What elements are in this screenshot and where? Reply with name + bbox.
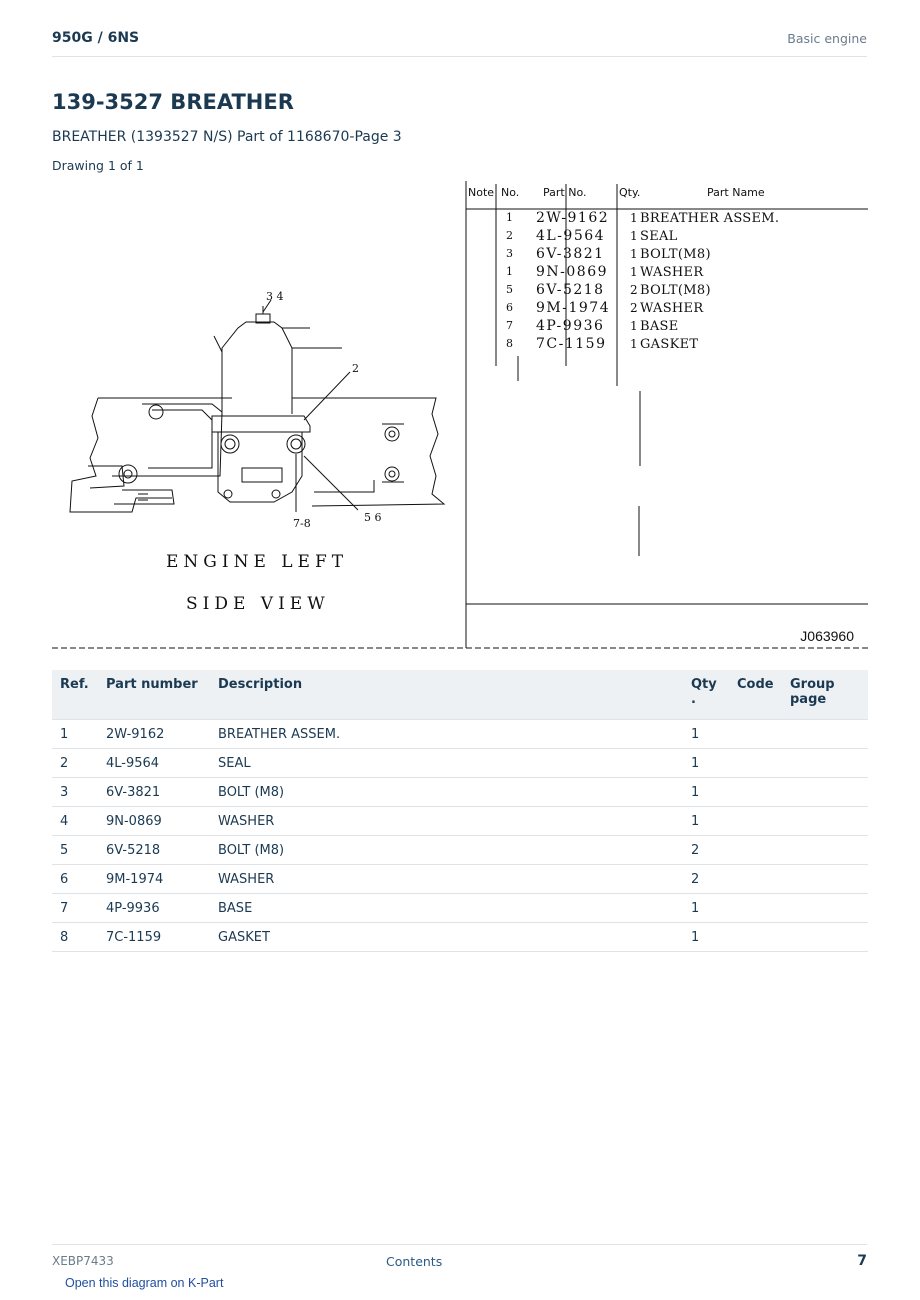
drawing-row-qty: 1: [630, 265, 638, 279]
table-row: [52, 836, 868, 865]
drawing-row: [500, 264, 870, 282]
diagram-callouts: [52, 176, 472, 556]
callout-3-4: 3 4: [266, 290, 284, 303]
drawing-row-name: SEAL: [640, 229, 678, 244]
drawing-header-qty: Qty.: [619, 186, 641, 199]
drawing-header-no: No.: [501, 186, 520, 199]
drawing-row: [500, 282, 870, 300]
cell-description: BOLT (M8): [210, 778, 683, 807]
cell-qty: 2: [683, 836, 729, 865]
drawing-row-part-no: 6V-3821: [536, 246, 605, 262]
drawing-row: [500, 318, 870, 336]
cell-part-number: 9N-0869: [98, 807, 210, 836]
view-label-line2: SIDE VIEW: [186, 594, 330, 614]
drawing-count: Drawing 1 of 1: [52, 158, 144, 173]
drawing-row-qty: 1: [630, 247, 638, 261]
parts-table-header: [52, 670, 868, 720]
contents-link[interactable]: Contents: [386, 1254, 443, 1269]
drawing-row-no: 1: [506, 211, 513, 224]
cell-qty: 2: [683, 865, 729, 894]
page-header: [52, 28, 867, 57]
drawing-row: [500, 210, 870, 228]
page-footer: [52, 1244, 867, 1275]
cell-part-number: 9M-1974: [98, 865, 210, 894]
cell-code: [729, 778, 782, 807]
drawing-row: [500, 246, 870, 264]
cell-group-page: [782, 836, 868, 865]
drawing-header-part-name: Part Name: [707, 186, 765, 199]
cell-ref: 4: [52, 807, 98, 836]
cell-part-number: 7C-1159: [98, 923, 210, 952]
cell-qty: 1: [683, 720, 729, 749]
drawing-row: [500, 300, 870, 318]
drawing-row-name: BOLT(M8): [640, 283, 711, 298]
table-row: [52, 807, 868, 836]
cell-part-number: 6V-5218: [98, 836, 210, 865]
header-part-number: Part number: [98, 670, 210, 720]
cell-code: [729, 720, 782, 749]
drawing-row-no: 8: [506, 337, 513, 350]
cell-group-page: [782, 894, 868, 923]
table-row: [52, 749, 868, 778]
cell-ref: 3: [52, 778, 98, 807]
cell-qty: 1: [683, 923, 729, 952]
cell-description: BOLT (M8): [210, 836, 683, 865]
drawing-row-part-no: 2W-9162: [536, 210, 610, 226]
page-number: 7: [857, 1253, 867, 1269]
cell-qty: 1: [683, 807, 729, 836]
table-row: [52, 778, 868, 807]
cell-ref: 8: [52, 923, 98, 952]
drawing-row-name: BASE: [640, 319, 679, 334]
cell-description: BREATHER ASSEM.: [210, 720, 683, 749]
cell-code: [729, 894, 782, 923]
cell-qty: 1: [683, 778, 729, 807]
cell-ref: 2: [52, 749, 98, 778]
cell-qty: 1: [683, 894, 729, 923]
drawing-row-part-no: 4P-9936: [536, 318, 605, 334]
section-name: Basic engine: [787, 31, 867, 46]
cell-code: [729, 923, 782, 952]
callout-7-8: 7-8: [293, 517, 311, 530]
header-group-page: Group page: [782, 670, 868, 720]
callout-5-6: 5 6: [364, 511, 382, 524]
cell-qty: 1: [683, 749, 729, 778]
drawing-row-qty: 2: [630, 283, 638, 297]
drawing-row-part-no: 6V-5218: [536, 282, 605, 298]
cell-code: [729, 836, 782, 865]
cell-group-page: [782, 865, 868, 894]
drawing-row-part-no: 4L-9564: [536, 228, 606, 244]
cell-group-page: [782, 720, 868, 749]
cell-part-number: 6V-3821: [98, 778, 210, 807]
drawing-row-qty: 2: [630, 301, 638, 315]
callout-2: 2: [352, 362, 359, 375]
cell-description: WASHER: [210, 865, 683, 894]
drawing-row-qty: 1: [630, 211, 638, 225]
drawing-header-part-no: Part No.: [543, 186, 587, 199]
cell-ref: 5: [52, 836, 98, 865]
document-id: XEBP7433: [52, 1254, 114, 1268]
drawing-row-no: 5: [506, 283, 513, 296]
cell-description: SEAL: [210, 749, 683, 778]
cell-code: [729, 865, 782, 894]
drawing-row-qty: 1: [630, 319, 638, 333]
table-row: [52, 923, 868, 952]
table-row: [52, 894, 868, 923]
drawing-row-name: WASHER: [640, 265, 704, 280]
open-k-part-link[interactable]: Open this diagram on K-Part: [65, 1276, 224, 1290]
parts-table: [52, 670, 868, 952]
drawing-row-qty: 1: [630, 337, 638, 351]
header-description: Description: [210, 670, 683, 720]
header-qty: Qty .: [683, 670, 729, 720]
table-row: [52, 865, 868, 894]
cell-description: WASHER: [210, 807, 683, 836]
cell-description: GASKET: [210, 923, 683, 952]
page-title: 139-3527 BREATHER: [52, 90, 294, 114]
header-ref: Ref.: [52, 670, 98, 720]
drawing-row-no: 1: [506, 265, 513, 278]
drawing-row-name: BOLT(M8): [640, 247, 711, 262]
machine-model: 950G / 6NS: [52, 30, 140, 46]
drawing-row-no: 3: [506, 247, 513, 260]
drawing-row-part-no: 7C-1159: [536, 336, 607, 352]
view-label-line1: ENGINE LEFT: [166, 552, 349, 572]
cell-ref: 1: [52, 720, 98, 749]
cell-group-page: [782, 807, 868, 836]
cell-part-number: 4P-9936: [98, 894, 210, 923]
drawing-row-name: BREATHER ASSEM.: [640, 211, 780, 226]
drawing-header-note: Note: [468, 186, 495, 199]
cell-group-page: [782, 778, 868, 807]
table-row: [52, 720, 868, 749]
cell-description: BASE: [210, 894, 683, 923]
page-subtitle: BREATHER (1393527 N/S) Part of 1168670-Page 3: [52, 129, 402, 145]
drawing-row: [500, 336, 870, 354]
drawing-row-no: 6: [506, 301, 513, 314]
drawing-row-no: 2: [506, 229, 513, 242]
cell-ref: 7: [52, 894, 98, 923]
drawing-row-qty: 1: [630, 229, 638, 243]
drawing-row-name: GASKET: [640, 337, 699, 352]
header-code: Code: [729, 670, 782, 720]
cell-part-number: 4L-9564: [98, 749, 210, 778]
parts-drawing: [52, 176, 868, 651]
cell-code: [729, 749, 782, 778]
cell-part-number: 2W-9162: [98, 720, 210, 749]
drawing-row-part-no: 9N-0869: [536, 264, 609, 280]
drawing-row-no: 7: [506, 319, 513, 332]
drawing-id: J063960: [800, 628, 854, 644]
drawing-row: [500, 228, 870, 246]
cell-group-page: [782, 749, 868, 778]
drawing-row-name: WASHER: [640, 301, 704, 316]
cell-ref: 6: [52, 865, 98, 894]
cell-group-page: [782, 923, 868, 952]
cell-code: [729, 807, 782, 836]
drawing-row-part-no: 9M-1974: [536, 300, 611, 316]
